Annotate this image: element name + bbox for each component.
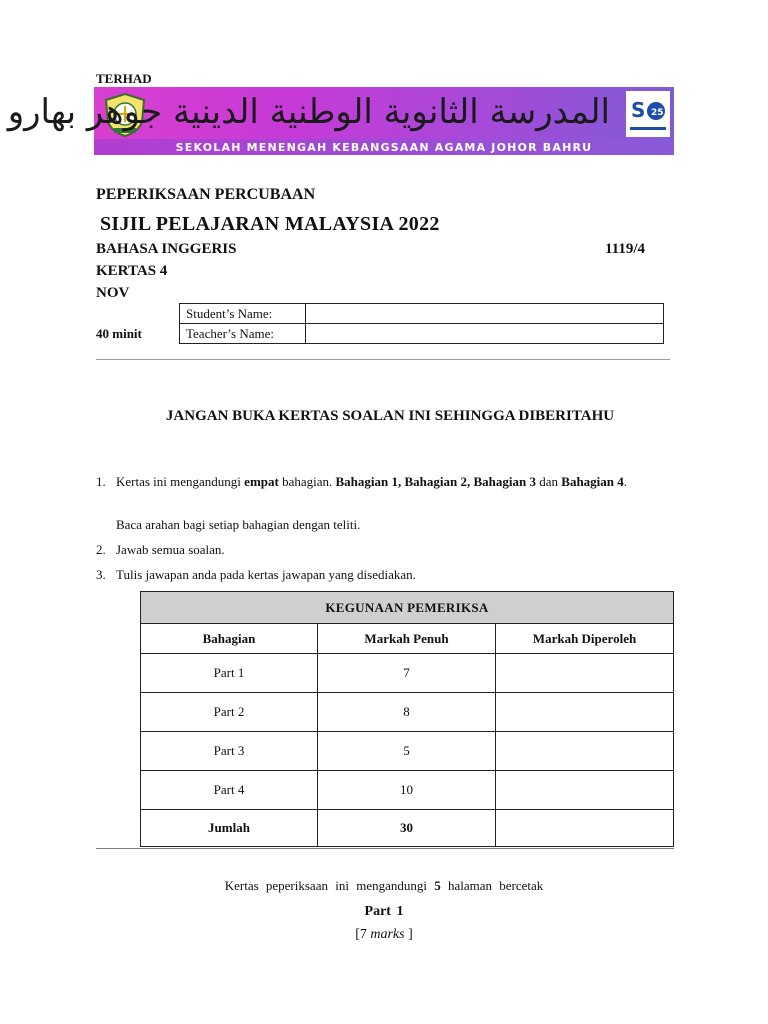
instruction-3-number: 3. bbox=[96, 567, 106, 582]
subject: BAHASA INGGERIS bbox=[96, 241, 237, 257]
marks-table-title: KEGUNAAN PEMERIKSA bbox=[141, 592, 674, 624]
part-marks-close: ] bbox=[404, 927, 413, 942]
part-cell: Part 2 bbox=[141, 693, 318, 732]
instruction-2 bbox=[96, 541, 661, 559]
table-row bbox=[141, 732, 674, 771]
school-name: SEKOLAH MENENGAH KEBANGSAAN AGAMA JOHOR BAHRU bbox=[175, 141, 593, 154]
part-cell: Part 1 bbox=[141, 654, 318, 693]
obtained-marks-cell[interactable] bbox=[496, 732, 674, 771]
instruction-1-part-g: . bbox=[623, 474, 628, 489]
table-row bbox=[141, 654, 674, 693]
instruction-1-part-d: Bahagian 1, Bahagian 2, Bahagian 3 bbox=[335, 474, 536, 489]
full-marks-cell: 5 bbox=[318, 732, 496, 771]
instruction-3-text: Tulis jawapan anda pada kertas jawapan yang disediakan. bbox=[116, 567, 416, 582]
student-name-label: Student’s Name: bbox=[180, 304, 306, 324]
exam-month: NOV bbox=[96, 285, 130, 301]
total-label: Jumlah bbox=[141, 810, 318, 847]
page-count-number: 5 bbox=[434, 878, 441, 893]
obtained-marks-cell[interactable] bbox=[496, 693, 674, 732]
divider-top bbox=[96, 359, 670, 360]
total-value: 30 bbox=[318, 810, 496, 847]
column-header-full-marks: Markah Penuh bbox=[318, 624, 496, 654]
part-cell: Part 3 bbox=[141, 732, 318, 771]
obtained-marks-cell[interactable] bbox=[496, 654, 674, 693]
examiner-marks-table bbox=[140, 591, 674, 847]
teacher-name-row bbox=[180, 324, 664, 344]
instruction-1-part-f: Bahagian 4 bbox=[561, 474, 624, 489]
classification-label: TERHAD bbox=[96, 71, 152, 86]
svg-text:S: S bbox=[631, 98, 646, 122]
instruction-1-sub-text: Baca arahan bagi setiap bahagian dengan teliti. bbox=[116, 517, 361, 532]
divider-bottom bbox=[96, 848, 674, 849]
exam-duration: 40 minit bbox=[96, 326, 142, 341]
column-header-marks-obtained: Markah Diperoleh bbox=[496, 624, 674, 654]
instruction-1-text bbox=[116, 473, 661, 491]
obtained-marks-cell[interactable] bbox=[496, 771, 674, 810]
instruction-3 bbox=[96, 566, 661, 584]
page-count-text-c: halaman bercetak bbox=[440, 878, 544, 893]
full-marks-cell: 7 bbox=[318, 654, 496, 693]
instruction-1-part-e: dan bbox=[536, 474, 562, 489]
student-name-row bbox=[180, 304, 664, 324]
warning-notice: JANGAN BUKA KERTAS SOALAN INI SEHINGGA DIBERITAHU bbox=[165, 408, 615, 424]
instruction-1-part-b: empat bbox=[244, 474, 279, 489]
part-marks bbox=[0, 927, 768, 943]
teacher-name-label: Teacher’s Name: bbox=[180, 324, 306, 344]
instruction-1-number: 1. bbox=[96, 474, 106, 489]
table-row bbox=[141, 693, 674, 732]
paper-code: 1119/4 bbox=[605, 241, 646, 257]
total-obtained-cell[interactable] bbox=[496, 810, 674, 847]
instruction-1-part-a: Kertas ini mengandungi bbox=[116, 474, 245, 489]
paper-number: KERTAS 4 bbox=[96, 263, 168, 279]
instruction-1 bbox=[96, 473, 661, 491]
instruction-1-sub bbox=[96, 516, 661, 534]
certificate-title: SIJIL PELAJARAN MALAYSIA 2022 bbox=[100, 213, 440, 235]
full-marks-cell: 10 bbox=[318, 771, 496, 810]
name-table bbox=[179, 303, 664, 344]
table-row bbox=[141, 771, 674, 810]
school-name-arabic: المدرسة الثانوية الوطنية الدينية جوهر بهارو bbox=[7, 92, 610, 132]
instruction-2-text: Jawab semua soalan. bbox=[116, 542, 225, 557]
anniversary-logo bbox=[626, 91, 670, 137]
part-title: Part 1 bbox=[364, 904, 404, 919]
total-row bbox=[141, 810, 674, 847]
page-count-text-a: Kertas peperiksaan ini mengandungi bbox=[224, 878, 435, 893]
column-header-part: Bahagian bbox=[141, 624, 318, 654]
school-banner bbox=[7, 87, 674, 155]
page-count-note bbox=[0, 878, 768, 894]
teacher-name-field[interactable] bbox=[306, 324, 664, 344]
exam-type: PEPERIKSAAN PERCUBAAN bbox=[96, 186, 316, 203]
part-marks-word: marks bbox=[370, 927, 405, 942]
instruction-2-number: 2. bbox=[96, 542, 106, 557]
full-marks-cell: 8 bbox=[318, 693, 496, 732]
svg-text:25: 25 bbox=[651, 108, 664, 118]
student-name-field[interactable] bbox=[306, 304, 664, 324]
part-cell: Part 4 bbox=[141, 771, 318, 810]
instruction-1-part-c: bahagian. bbox=[278, 474, 336, 489]
part-marks-open: [7 bbox=[355, 927, 371, 942]
